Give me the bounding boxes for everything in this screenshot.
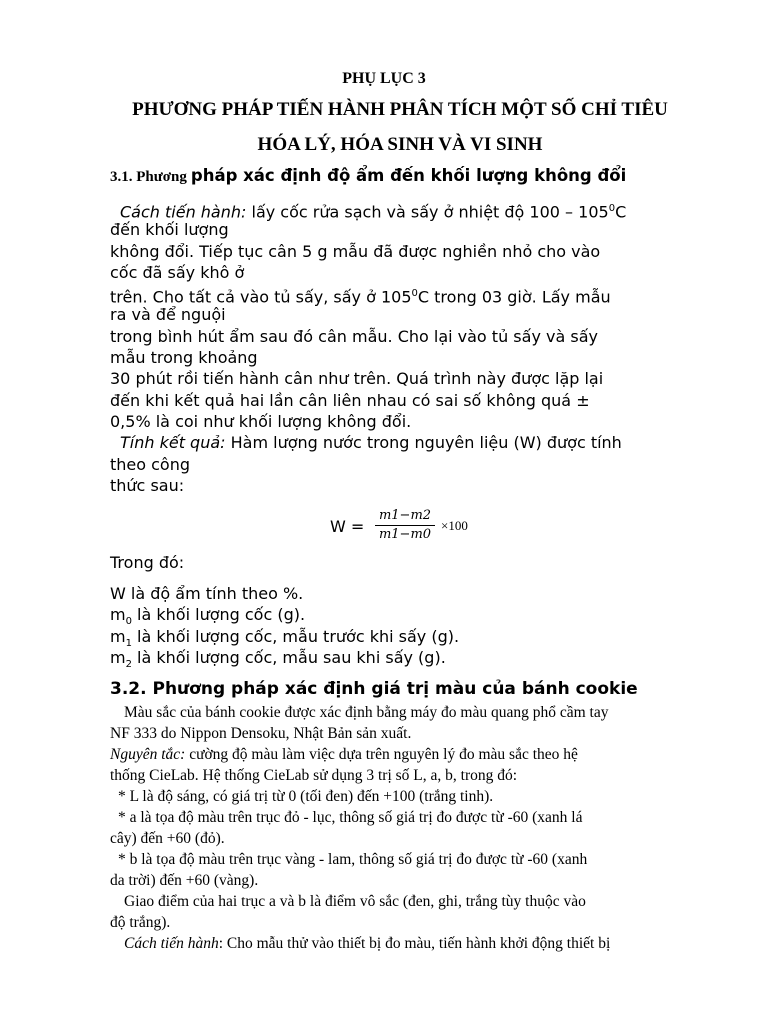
paragraph-line: thức sau: [110, 475, 185, 495]
paragraph-line: trong bình hút ẩm sau đó cân mẫu. Cho lại vào tủ sấy và sấy [110, 326, 598, 346]
formula-numerator: m1−m2 [378, 508, 432, 523]
variable-list [110, 583, 460, 671]
variable-item: W là độ ẩm tính theo %. [110, 584, 304, 603]
main-title-line-1: PHƯƠNG PHÁP TIẾN HÀNH PHÂN TÍCH MỘT SỐ CHỈ TIÊU [132, 99, 668, 120]
paragraph-line: không đổi. Tiếp tục cân 5 g mẫu đã được nghiền nhỏ cho vào [110, 241, 601, 261]
formula-fraction [375, 508, 435, 543]
paragraph-line: NF 333 do Nippon Densoku, Nhật Bản sản xuất. [110, 725, 412, 742]
paragraph-line: thống CieLab. Hệ thống CieLab sử dụng 3 trị số L, a, b, trong đó: [110, 767, 518, 784]
paragraph-line: Tính kết quả: Hàm lượng nước trong nguyên liệu (W) được tính [120, 433, 622, 453]
bullet-line: * b là tọa độ màu trên trục vàng - lam, thông số giá trị đo được từ -60 (xanh [118, 851, 588, 868]
section-3-1-heading-number: 3.1. Phương [110, 169, 187, 185]
paragraph-line: cây) đến +60 (đỏ). [110, 830, 225, 847]
section-3-1-heading-text: pháp xác định độ ẩm đến khối lượng không đổi [190, 166, 627, 185]
paragraph-line: trên. Cho tất cả vào tủ sấy, sấy ở $105^0C$ trong 03 giờ. Lấy mẫu [110, 287, 611, 307]
section-3-1-heading [110, 166, 626, 186]
principle-label: Nguyên tắc: [110, 746, 186, 763]
procedure-label-3-2: Cách tiến hành [124, 935, 219, 952]
degree-superscript: 0 [411, 288, 418, 300]
paragraph-line: 30 phút rồi tiến hành cân như trên. Quá trình này được lặp lại [110, 369, 604, 389]
where-label: Trong đó: [110, 553, 185, 572]
variable-item: $m_2$ là khối lượng cốc, mẫu sau khi sấy (g). [110, 647, 446, 671]
paragraph-line: Giao điểm của hai trục a và b là điểm vô sắc (đen, ghi, trắng tùy thuộc vào [124, 893, 586, 910]
paragraph-line: theo công [110, 454, 191, 474]
formula-multiplier: ×100 [441, 518, 468, 533]
formula-lhs: W = [330, 517, 365, 536]
variable-item: $m_1$ là khối lượng cốc, mẫu trước khi sấy (g). [110, 626, 460, 649]
paragraph-line: Nguyên tắc: cường độ màu làm việc dựa trên nguyên lý đo màu sắc theo hệ [110, 746, 578, 763]
paragraph-line: 0,5% là coi như khối lượng không đổi. [110, 411, 412, 431]
paragraph-line: độ trắng). [110, 914, 171, 931]
paragraph-line: ra và để nguội [110, 305, 226, 325]
procedure-label: Cách tiến hành: [120, 202, 247, 222]
section-3-1-procedure [110, 198, 710, 496]
formula-denominator: m1−m0 [378, 527, 432, 542]
paragraph-line: Cách tiến hành: Cho mẫu thử vào thiết bị đo màu, tiến hành khởi động thiết bị [124, 935, 611, 952]
degree-superscript: 0 [608, 203, 616, 214]
section-3-2-heading: 3.2. Phương pháp xác định giá trị màu của bánh cookie [110, 679, 638, 699]
paragraph-line: mẫu trong khoảng [110, 348, 258, 368]
paragraph-line: da trời) đến +60 (vàng). [110, 872, 259, 889]
fraction-bar [375, 525, 435, 526]
bullet-line: * L là độ sáng, có giá trị từ 0 (tối đen) đến +100 (trắng tinh). [118, 788, 494, 805]
main-title-line-2: HÓA LÝ, HÓA SINH VÀ VI SINH [257, 134, 543, 155]
paragraph-line: cốc đã sấy khô ở [110, 262, 245, 282]
paragraph-line: đến khối lượng [110, 220, 229, 240]
result-label: Tính kết quả: [120, 433, 226, 453]
paragraph-line: đến khi kết quả hai lần cân liên nhau có sai số không quá ± [110, 390, 590, 410]
paragraph-line: Cách tiến hành: lấy cốc rửa sạch và sấy ở nhiệt độ $100 - 105^0C$ [120, 202, 627, 222]
variable-item: $m_0$ là khối lượng cốc (g). [110, 605, 306, 628]
bullet-line: * a là tọa độ màu trên trục đỏ - lục, thông số giá trị đo được từ -60 (xanh lá [118, 809, 583, 826]
paragraph-line: Màu sắc của bánh cookie được xác định bằng máy đo màu quang phổ cầm tay [124, 704, 609, 721]
appendix-title: PHỤ LỤC 3 [342, 70, 426, 87]
section-3-2-body [110, 702, 710, 954]
